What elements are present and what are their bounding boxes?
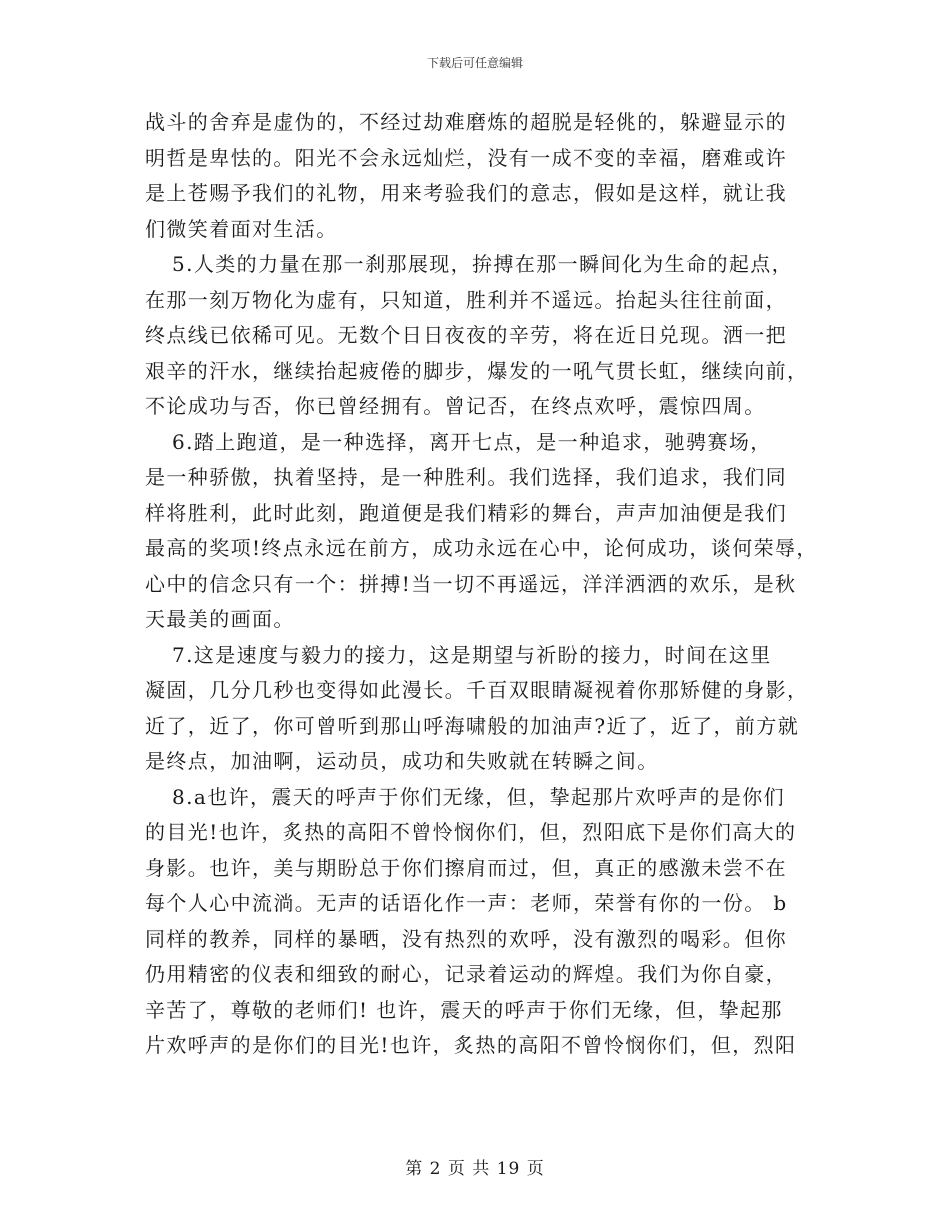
document-body — [145, 105, 820, 1064]
text-line: 同样的教养，同样的暴晒，没有热烈的欢呼，没有激烈的喝彩。但你 — [145, 926, 787, 951]
text-line: 7.这是速度与毅力的接力，这是期望与祈盼的接力，时间在这里 — [172, 642, 772, 667]
text-line: 身影。也许，美与期盼总于你们擦肩而过，但，真正的感激未尝不在 — [145, 855, 787, 880]
text-line: 8.a也许，震天的呼声于你们无缘，但，挚起那片欢呼声的是你们 — [172, 784, 786, 809]
text-line: 5.人类的力量在那一刹那展现，拚搏在那一瞬间化为生命的起点， — [172, 252, 794, 276]
text-line: 近了，近了，你可曾听到那山呼海啸般的加油声?近了，近了，前方就 — [145, 713, 800, 738]
text-line: 天最美的画面。 — [145, 607, 295, 631]
text-line: 心中的信念只有一个：拼搏!当一切不再遥远，洋洋洒洒的欢乐，是秋 — [145, 571, 797, 596]
text-line: 是终点，加油啊，运动员，成功和失败就在转瞬之间。 — [145, 749, 659, 773]
text-line: 每个人心中流淌。无声的话语化作一声：老师，荣誉有你的一份。 b — [145, 891, 788, 915]
text-line: 的目光!也许，炙热的高阳不曾怜悯你们，但，烈阳底下是你们高大的 — [145, 820, 797, 844]
text-line: 辛苦了，尊敬的老师们! 也许，震天的呼声于你们无缘，但，挚起那 — [145, 997, 783, 1022]
text-line: 片欢呼声的是你们的目光!也许，炙热的高阳不曾怜悯你们，但，烈阳 — [145, 1033, 797, 1057]
text-line: 是一种骄傲，执着坚持，是一种胜利。我们选择，我们追求，我们同 — [145, 465, 787, 489]
text-line: 们微笑着面对生活。 — [145, 216, 338, 241]
text-line: 明哲是卑怯的。阳光不会永远灿烂，没有一成不变的幸福，磨难或许 — [145, 145, 787, 170]
text-line: 终点线已依稀可见。无数个日日夜夜的辛劳，将在近日兑现。洒一把 — [145, 323, 787, 347]
text-line: 战斗的舍弃是虚伪的，不经过劫难磨炼的超脱是轻佻的，躲避显示的 — [145, 110, 787, 134]
text-line: 样将胜利，此时此刻，跑道便是我们精彩的舞台，声声加油便是我们 — [145, 500, 787, 525]
page-header: 下载后可任意编辑 — [426, 56, 523, 70]
text-line: 不论成功与否，你已曾经拥有。曾记否，在终点欢呼，震惊四周。 — [145, 394, 766, 418]
text-line: 是上苍赐予我们的礼物，用来考验我们的意志，假如是这样，就让我 — [145, 181, 787, 205]
text-line: 在那一刻万物化为虚有，只知道，胜利并不遥远。抬起头往往前面， — [145, 287, 787, 312]
text-line: 最高的奖项!终点永远在前方，成功永远在心中，论何成功，谈何荣辱， — [145, 536, 818, 560]
text-line: 仍用精密的仪表和细致的耐心，记录着运动的辉煌。我们为你自豪， — [145, 962, 787, 986]
page-footer: 第 2 页 共 19 页 — [405, 1159, 545, 1179]
text-line: 6.踏上跑道，是一种选择，离开七点，是一种追求，驰骋赛场， — [172, 429, 772, 454]
text-line: 艰辛的汗水，继续抬起疲倦的脚步，爆发的一吼气贯长虹，继续向前， — [145, 358, 809, 383]
text-line: 凝固，几分几秒也变得如此漫长。千百双眼睛凝视着你那矫健的身影， — [145, 678, 809, 702]
